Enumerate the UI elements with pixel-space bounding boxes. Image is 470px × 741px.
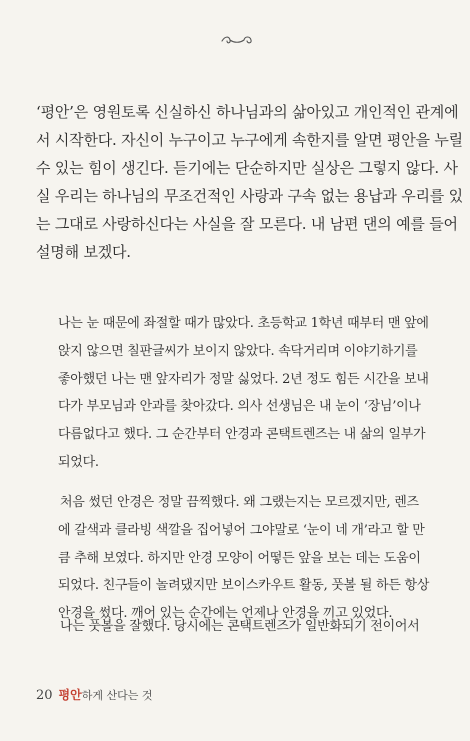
body-paragraph-4: [58, 613, 440, 641]
paragraph-line: 안경을 썼다. 깨어 있는 순간에는 언제나 안경을 끼고 있었다.: [58, 606, 393, 622]
running-title-rest: 하게 산다는 것: [81, 689, 153, 702]
running-title-accent: 평안: [58, 688, 82, 702]
paragraph-line: 앉지 않으면 칠판글씨가 보이지 않았다. 속닥거리며 이야기하기를: [58, 343, 418, 359]
paragraph-line: 설명해 보겠다.: [36, 243, 131, 261]
paragraph-line: 다름없다고 했다. 그 순간부터 안경과 콘택트렌즈는 내 삶의 일부가: [58, 427, 426, 443]
paragraph-line: 서 시작한다. 자신이 누구이고 누구에게 속한지를 알면 평안을 누릴: [36, 131, 463, 149]
paragraph-line: 되었다.: [58, 454, 99, 470]
body-paragraph-2: [58, 310, 440, 477]
paragraph-line: 좋아했던 나는 맨 앞자리가 정말 싫었다. 2년 정도 힘든 시간을 보내: [58, 371, 429, 387]
body-paragraph-3: [58, 489, 440, 628]
paragraph-line: 에 갈색과 클라빙 색깔을 집어넣어 그야말로 ‘눈이 네 개’라고 할 만: [58, 522, 425, 538]
body-paragraph-1: [36, 98, 463, 266]
paragraph-line: 실 우리는 하나님의 무조건적인 사랑과 구속 없는 용납과 우리를 있: [36, 187, 463, 205]
paragraph-line: 처음 썼던 안경은 정말 끔찍했다. 왜 그랬는지는 모르겠지만, 렌즈: [60, 495, 419, 510]
running-title: [59, 686, 153, 703]
paragraph-line: 나는 풋볼을 잘했다. 당시에는 콘택트렌즈가 일반화되기 전이어서: [60, 619, 420, 634]
paragraph-line: 큼 추해 보였다. 하지만 안경 모양이 어떻든 앞을 보는 데는 도움이: [58, 550, 421, 566]
paragraph-line: ‘평안’은 영원토록 신실하신 하나님과의 삶아있고 개인적인 관계에: [36, 103, 459, 121]
paragraph-line: 수 있는 힘이 생긴다. 듣기에는 단순하지만 실상은 그렇지 않다. 사: [36, 159, 458, 177]
page-number: 20: [36, 688, 53, 703]
paragraph-line: 다가 부모님과 안과를 찾아갔다. 의사 선생님은 내 눈이 ‘장님’이나: [58, 399, 421, 415]
page-footer: [36, 686, 152, 703]
paragraph-line: 는 그대로 사랑하신다는 사실을 잘 모른다. 내 남편 댄의 예를 들어: [36, 215, 458, 233]
ornament-icon: [220, 34, 254, 46]
paragraph-line: 되었다. 친구들이 놀려댔지만 보이스카우트 활동, 풋볼 될 하든 항상: [58, 578, 430, 594]
paragraph-line: 나는 눈 때문에 좌절할 때가 많았다. 초등학교 1학년 때부터 맨 앞에: [58, 316, 429, 331]
